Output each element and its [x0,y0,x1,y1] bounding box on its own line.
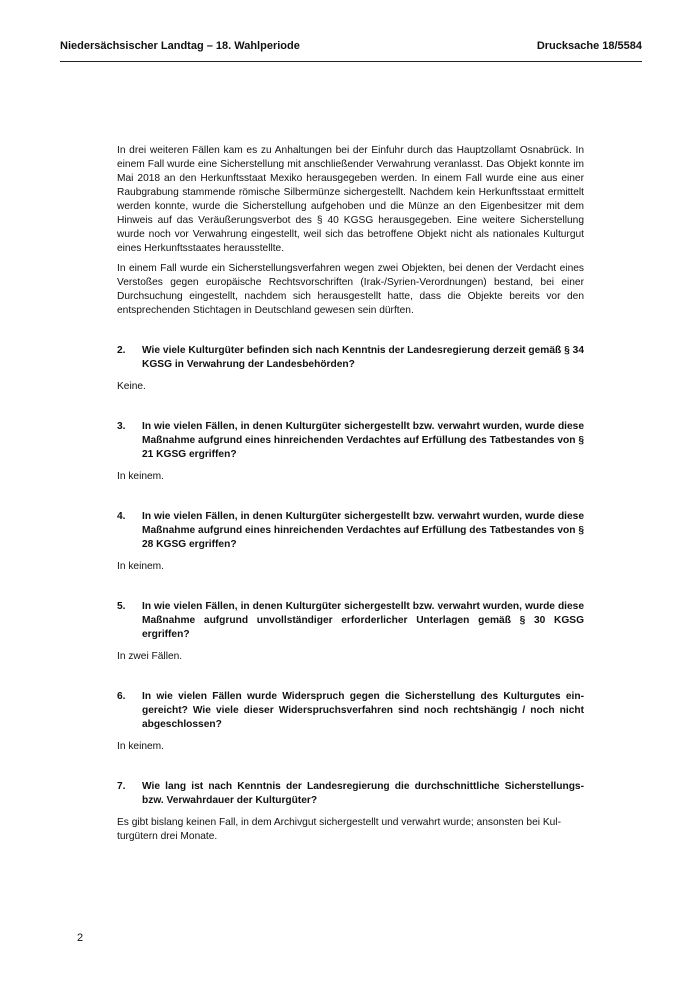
question-text: In wie vielen Fällen, in denen Kulturgüter sichergestellt bzw. verwahrt wurden, wurde diese Maßnahme aufgrund unvollständiger erforderlicher Unterlagen gemäß § 30 KGSG ergriffen? [142,601,584,640]
question-number: 2. [117,345,126,356]
question [117,780,584,808]
document-body [117,144,584,844]
question-block-5 [117,600,584,664]
question-text: In wie vielen Fällen wurde Widerspruch gegen die Sicherstellung des Kulturgutes eingereicht? Wie viele dieser Widerspruchsverfahren sind noch rechtshängig / noch nicht abgeschlossen? [142,691,584,730]
question-block-6 [117,690,584,754]
paragraph: In einem Fall wurde ein Sicherstellungsverfahren wegen zwei Objekten, bei denen der Verdacht eines Verstoßes gegen europäische Rechtsvorschriften (Irak-/Syrien-Verordnungen) bestand, bei einer Durchsuchung eingestellt, nachdem sich herausgestellt hatte, dass die Objekte bereits vor den entsprechenden Stichtagen in Deutschland gewesen sein dürften. [117,263,584,316]
answer-text: In keinem. [117,561,164,572]
question [117,600,584,642]
answer-text: In keinem. [117,471,164,482]
question [117,344,584,372]
question [117,690,584,732]
question-text: Wie viele Kulturgüter befinden sich nach Kenntnis der Landesregierung derzeit gemäß § 34 KGSG in Verwahrung der Landesbehörden? [142,345,584,370]
answer-text: In keinem. [117,741,164,752]
question-block-3 [117,420,584,484]
question-number: 3. [117,421,126,432]
page-header [60,40,642,52]
question-block-7 [117,780,584,844]
answer-text: Es gibt bislang keinen Fall, in dem Archivgut sichergestellt und verwahrt wurde; ansonsten bei Kulturgütern drei Monate. [117,817,561,842]
question-block-4 [117,510,584,574]
question-text: In wie vielen Fällen, in denen Kulturgüter sichergestellt bzw. verwahrt wurden, wurde diese Maßnahme aufgrund eines hinreichenden Verdachtes auf Erfüllung des Tatbestandes von § 21 KGSG ergriffen? [142,421,584,460]
document-number: Drucksache 18/5584 [536,40,642,52]
question-block-2 [117,344,584,394]
header-divider [60,61,642,62]
question-text: In wie vielen Fällen, in denen Kulturgüter sichergestellt bzw. verwahrt wurden, wurde diese Maßnahme aufgrund eines hinreichenden Verdachtes auf Erfüllung des Tatbestandes von § 28 KGSG ergriffen? [142,511,584,550]
question-number: 5. [117,601,126,612]
page-number: 2 [77,932,84,944]
question [117,420,584,462]
answer-text: Keine. [117,381,146,392]
question-number: 6. [117,691,126,702]
question-number: 4. [117,511,126,522]
question-text: Wie lang ist nach Kenntnis der Landesregierung die durchschnittliche Sicherstellungs- bzw. Verwahrdauer der Kulturgüter? [142,781,584,806]
question-number: 7. [117,781,126,792]
header-title: Niedersächsischer Landtag – 18. Wahlperiode [60,40,300,52]
paragraph: In drei weiteren Fällen kam es zu Anhaltungen bei der Einfuhr durch das Hauptzollamt Osnabrück. In einem Fall wurde eine Sicherstellung mit anschließender Verwahrung veranlasst. Das Objekt konnte im Mai 2018 an den Herkunftsstaat Mexiko herausgegeben werden. In einem Fall wurde eine aus einer Raubgrabung stammende römische Silbermünze sichergestellt. Nachdem kein Herkunftsstaat ermittelt werden konnte, wurde die Sicherstellung aufgehoben und die Münze an den Eigenbesitzer mit dem Hinweis auf das Veräußerungsverbot des § 40 KGSG herausgegeben. Eine weitere Sicherstellung wurde noch vor Verwahrung eingestellt, weil sich das betroffene Objekt nicht als nationales Kulturgut eines Herkunftsstaates herausstellte. [117,145,584,254]
question [117,510,584,552]
answer-text: In zwei Fällen. [117,651,183,662]
